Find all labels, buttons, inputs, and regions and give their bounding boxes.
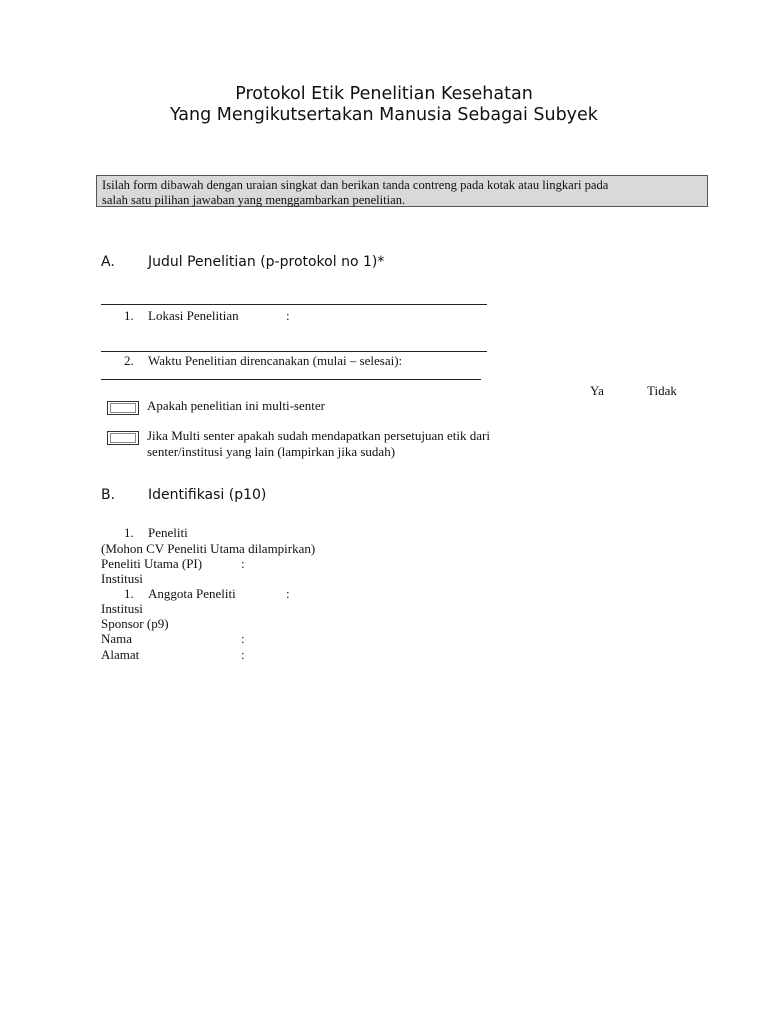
instruction-box <box>96 175 708 207</box>
anggota-label: Anggota Peneliti <box>148 586 236 601</box>
peneliti-label: Peneliti <box>148 525 188 540</box>
anggota-colon: : <box>286 586 290 601</box>
peneliti-number: 1. <box>124 525 134 540</box>
sponsor-label: Sponsor (p9) <box>101 616 169 631</box>
judul-answer-line[interactable] <box>101 304 487 305</box>
instruction-line-1: Isilah form dibawah dengan uraian singkat dan berikan tanda contreng pada kotak atau lingkari pada <box>102 178 609 192</box>
alamat-colon: : <box>241 647 245 662</box>
institusi-label-1: Institusi <box>101 571 143 586</box>
pi-label: Peneliti Utama (PI) <box>101 556 203 571</box>
section-b-letter: B. <box>101 487 116 503</box>
lokasi-number: 1. <box>124 308 134 323</box>
section-b-heading: Identifikasi (p10) <box>148 487 267 503</box>
lokasi-colon: : <box>286 308 290 323</box>
column-ya: Ya <box>590 383 604 398</box>
nama-label: Nama <box>101 631 133 646</box>
document-title-line-1: Protokol Etik Penelitian Kesehatan <box>235 84 533 104</box>
waktu-number: 2. <box>124 353 134 368</box>
institusi-label-2: Institusi <box>101 601 143 616</box>
multi-senter-checkbox[interactable] <box>107 401 139 415</box>
waktu-label: Waktu Penelitian direncanakan (mulai – selesai): <box>148 353 403 368</box>
persetujuan-question-line-1: Jika Multi senter apakah sudah mendapatkan persetujuan etik dari <box>147 428 490 443</box>
persetujuan-question-line-2: senter/institusi yang lain (lampirkan jika sudah) <box>147 444 396 459</box>
section-a-letter: A. <box>101 254 115 270</box>
nama-colon: : <box>241 631 245 646</box>
section-a-heading: Judul Penelitian (p-protokol no 1)* <box>148 254 385 270</box>
multi-senter-question: Apakah penelitian ini multi-senter <box>147 398 325 413</box>
instruction-line-2: salah satu pilihan jawaban yang menggambarkan penelitian. <box>102 192 406 207</box>
alamat-label: Alamat <box>101 647 140 662</box>
cv-note: (Mohon CV Peneliti Utama dilampirkan) <box>101 541 316 556</box>
lokasi-answer-line[interactable] <box>101 351 487 352</box>
anggota-number: 1. <box>124 586 134 601</box>
document-title-line-2: Yang Mengikutsertakan Manusia Sebagai Subyek <box>170 105 598 125</box>
column-tidak: Tidak <box>647 383 677 398</box>
waktu-answer-line[interactable] <box>101 379 481 380</box>
lokasi-label: Lokasi Penelitian <box>148 308 239 323</box>
pi-colon: : <box>241 556 245 571</box>
persetujuan-etik-checkbox[interactable] <box>107 431 139 445</box>
